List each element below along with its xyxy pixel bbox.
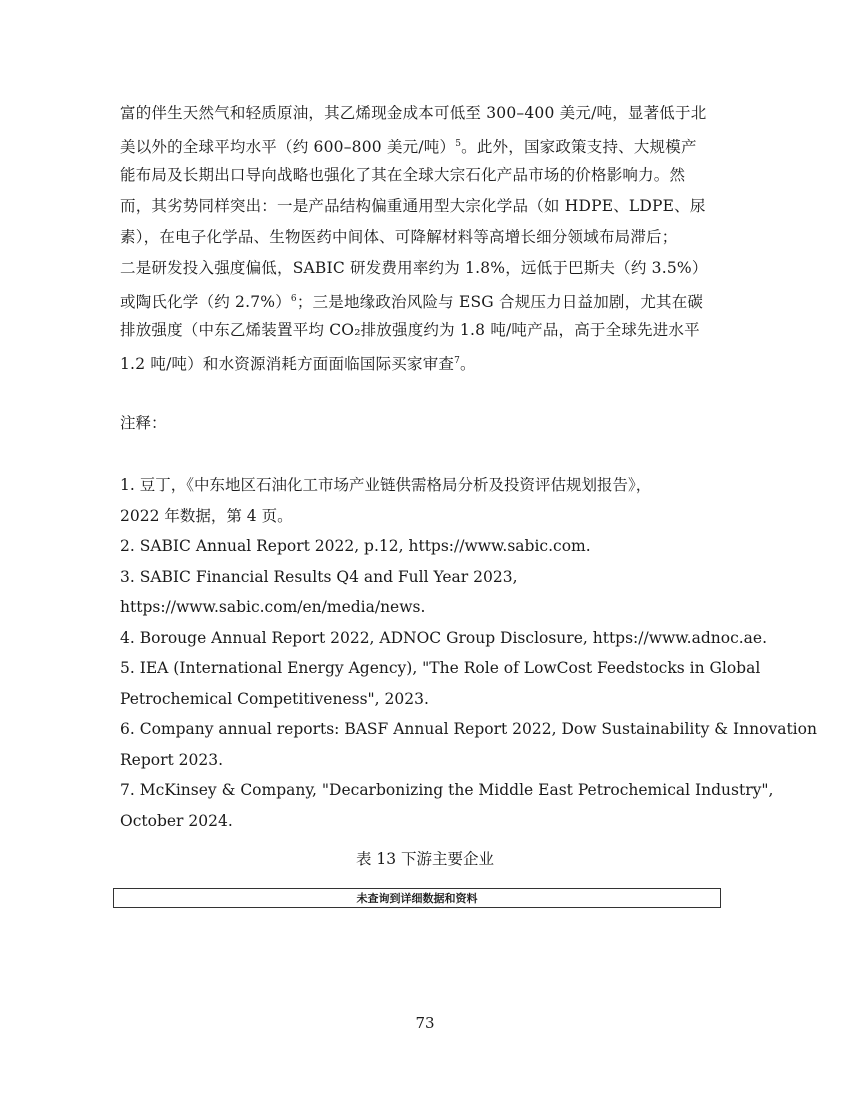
footnote-ref[interactable]: 7 xyxy=(454,356,461,366)
paragraph-line: 能布局及长期出口导向战略也强化了其在全球大宗石化产品市场的价格影响力。然 xyxy=(120,166,686,184)
body-paragraph xyxy=(120,98,730,377)
paragraph-line: 或陶氏化学（约 2.7%）$^6$；三是地缘政治风险与 ESG 合规压力日益加剧，尤其在碳 xyxy=(120,293,704,311)
paragraph-line: 而，其劣势同样突出：一是产品结构偏重通用型大宗化学品（如 HDPE、LDPE、尿 xyxy=(120,197,706,215)
notes-list xyxy=(120,470,817,836)
note-item: 1. 豆丁，《中东地区石油化工市场产业链供需格局分析及投资评估规划报告》， xyxy=(120,476,652,494)
note-item: 6. Company annual reports: BASF Annual Report 2022, Dow Sustainability & Innovation xyxy=(120,720,817,738)
paragraph-line: 1.2 吨/吨）和水资源消耗方面面临国际买家审查$^7$。 xyxy=(120,355,476,373)
paragraph-line: 二是研发投入强度偏低，SABIC 研发费用率约为 1.8%，远低于巴斯夫（约 3.5%） xyxy=(120,259,708,277)
page-number: 73 xyxy=(415,1014,435,1032)
paragraph-line: 素），在电子化学品、生物医药中间体、可降解材料等高增长细分领域布局滞后； xyxy=(120,228,678,246)
note-item: 7. McKinsey & Company, "Decarbonizing the Middle East Petrochemical Industry", xyxy=(120,781,774,799)
footnote-ref[interactable]: 6 xyxy=(290,294,297,304)
footnote-ref[interactable]: 5 xyxy=(455,139,462,149)
paragraph-line: 富的伴生天然气和轻质原油，其乙烯现金成本可低至 300–400 美元/吨，显著低于北 xyxy=(120,104,707,122)
note-item: 3. SABIC Financial Results Q4 and Full Year 2023, xyxy=(120,567,518,586)
note-item-continuation: https://www.sabic.com/en/media/news. xyxy=(120,598,426,616)
note-item-continuation: Report 2023. xyxy=(120,750,224,769)
table-cell: 未查询到详细数据和资料 xyxy=(356,892,478,905)
paragraph-line: 排放强度（中东乙烯装置平均 CO₂排放强度约为 1.8 吨/吨产品，高于全球先进水平 xyxy=(120,321,700,339)
note-item-continuation: Petrochemical Competitiveness", 2023. xyxy=(120,689,429,708)
note-item: 4. Borouge Annual Report 2022, ADNOC Group Disclosure, https://www.adnoc.ae. xyxy=(120,628,768,647)
note-item: 2. SABIC Annual Report 2022, p.12, https://www.sabic.com. xyxy=(120,537,591,555)
note-item-continuation: October 2024. xyxy=(120,811,233,830)
downstream-companies-table xyxy=(113,888,721,908)
notes-heading: 注释： xyxy=(120,414,167,432)
paragraph-line: 美以外的全球平均水平（约 600–800 美元/吨）$^5$。此外，国家政策支持、大规模产 xyxy=(120,138,697,156)
table-caption: 表 13 下游主要企业 xyxy=(355,850,495,868)
note-item-continuation: 2022 年数据，第 4 页。 xyxy=(120,506,293,525)
note-item: 5. IEA (International Energy Agency), "The Role of LowCost Feedstocks in Global xyxy=(120,659,761,677)
